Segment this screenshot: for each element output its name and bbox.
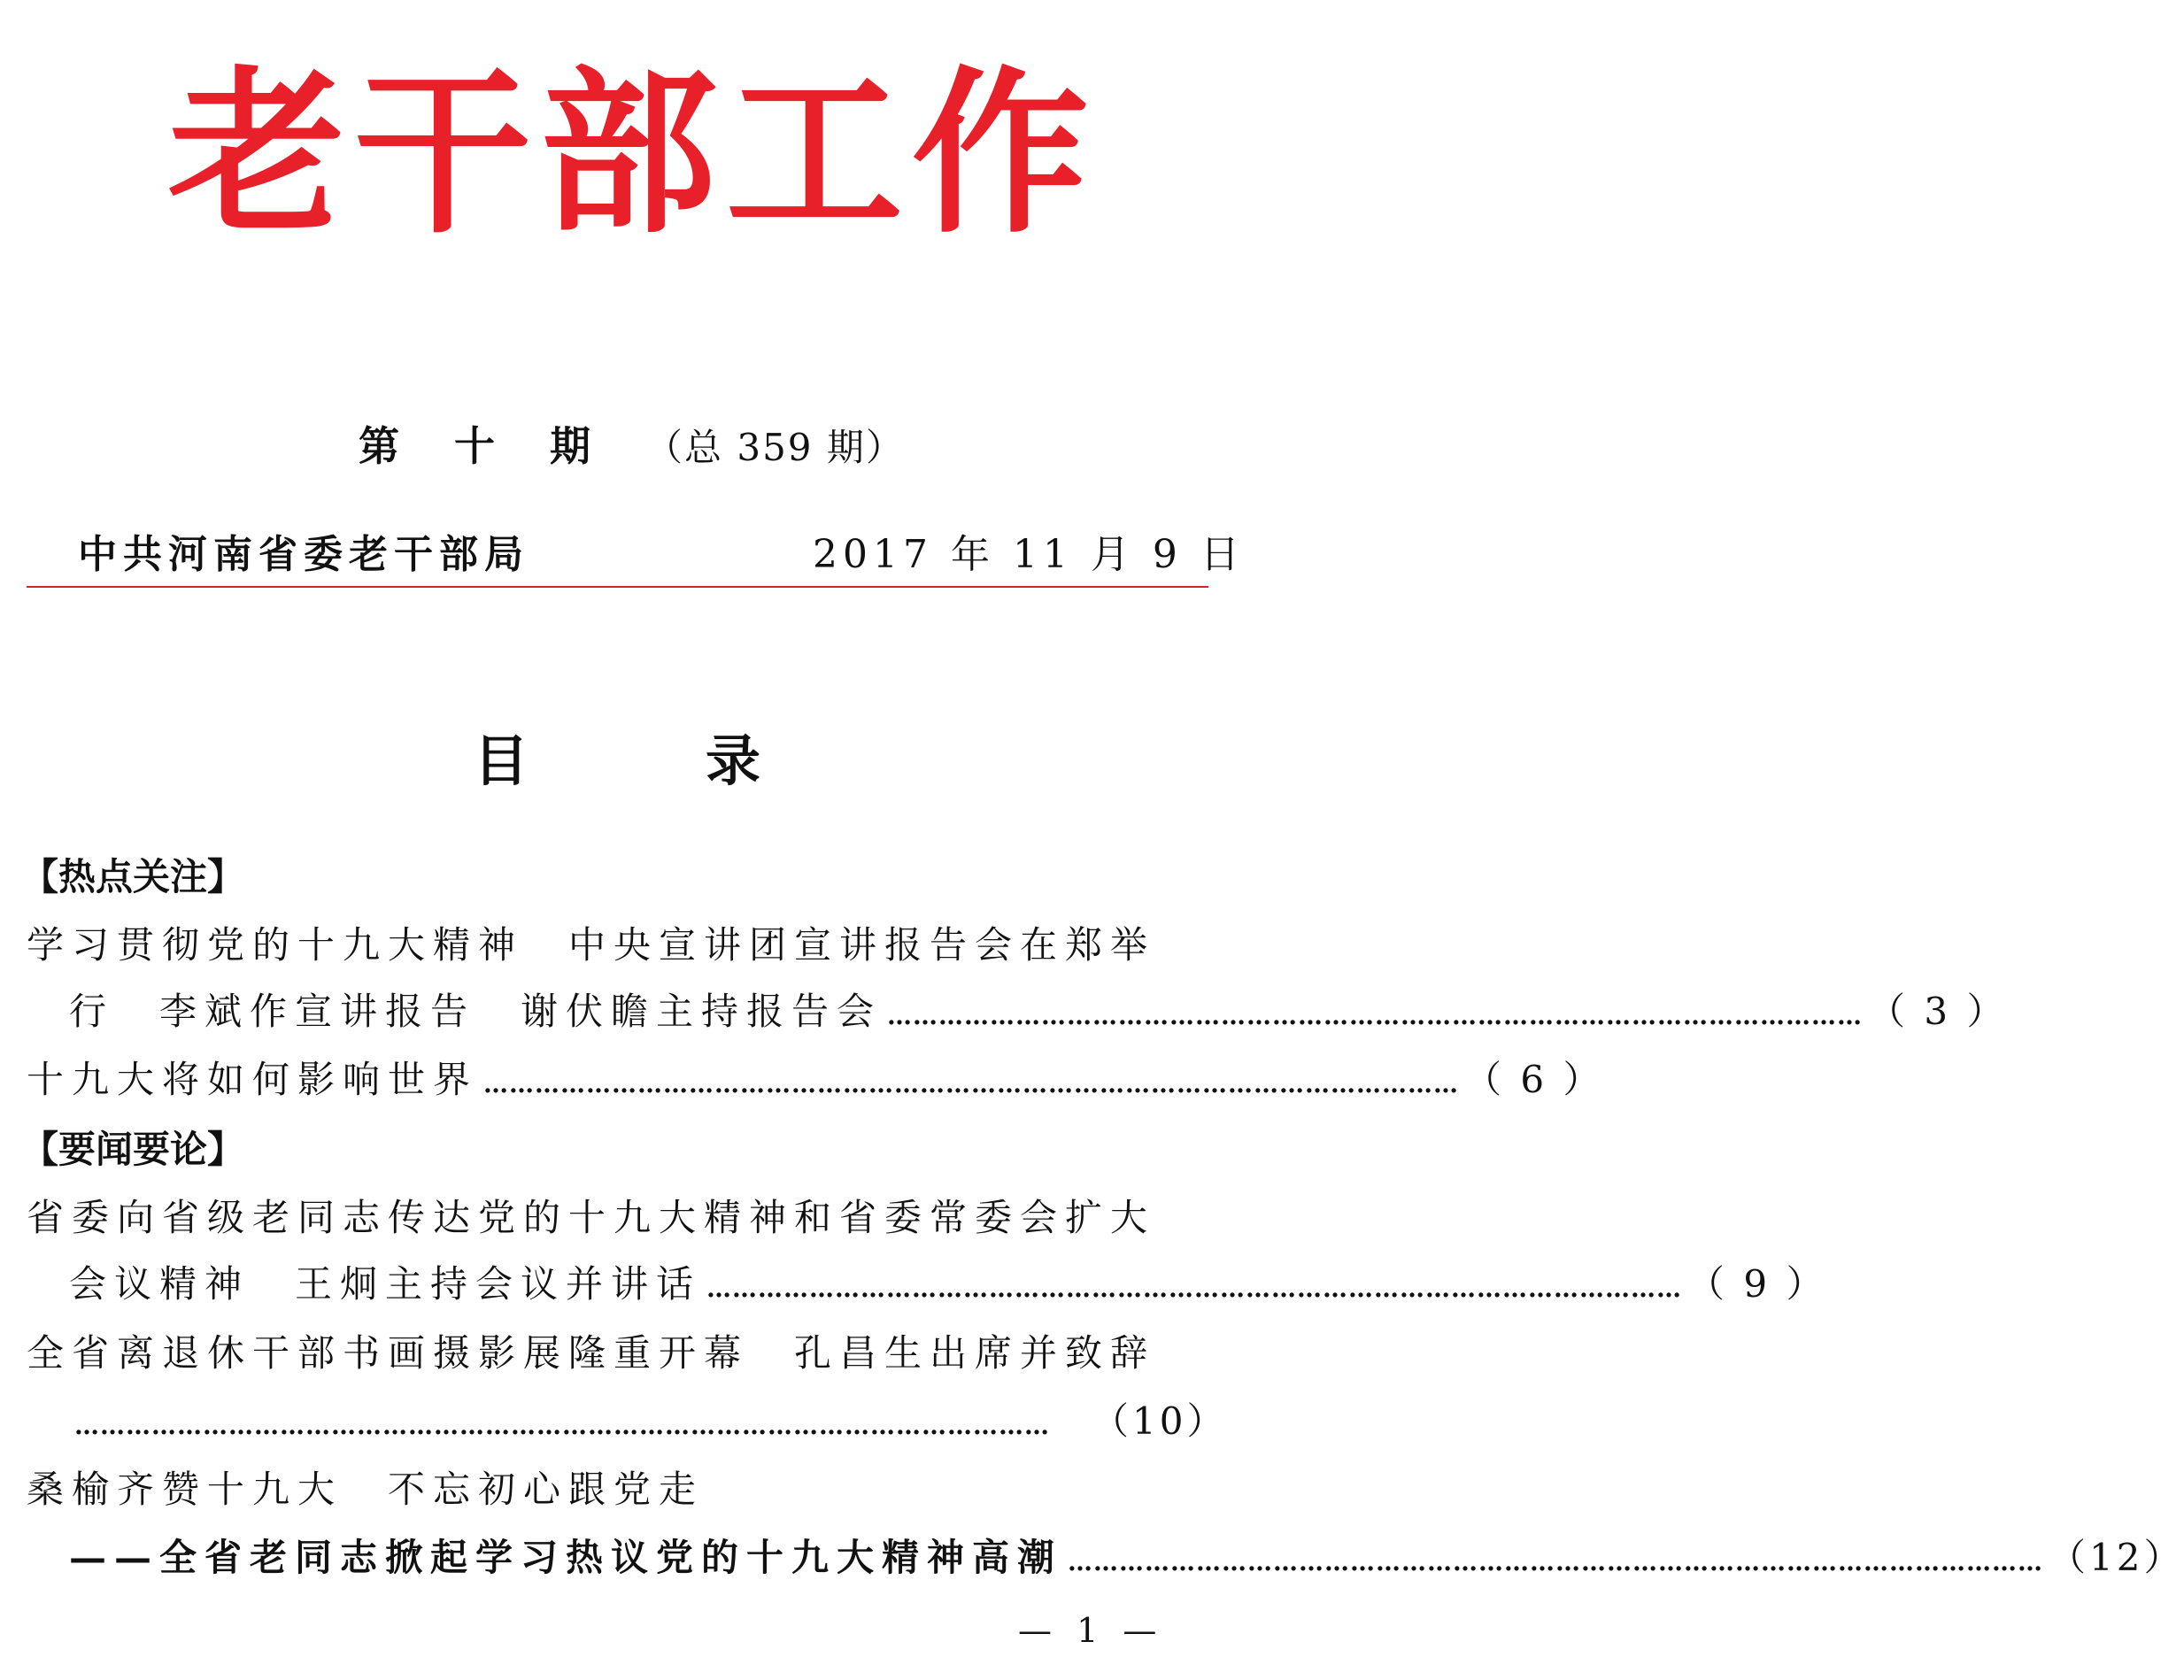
issue-number (359, 414, 905, 473)
masthead-title (168, 44, 1089, 266)
toc-entry-text: ——全省老同志掀起学习热议党的十九大精神高潮 (69, 1536, 1063, 1579)
toc-entry-text: 会议精神 王炯主持会议并讲话 (69, 1262, 702, 1306)
toc-entry-line: 省委向省级老同志传达党的十九大精神和省委常委会扩大 (27, 1196, 1156, 1239)
leader-dots: …………………………………………………………………………………………………… (74, 1411, 1050, 1440)
toc-page-number: （ 3 ） (1868, 990, 2008, 1033)
publish-date: 2017 年 11 月 9 日 (813, 532, 1245, 577)
masthead-char: 干 (353, 51, 531, 258)
masthead-char: 工 (725, 51, 903, 258)
leader-dots: …………………………………………………………………………………………………… (483, 1069, 1460, 1098)
issue-total: （总 359 期） (645, 426, 905, 469)
toc-entry (69, 1255, 1827, 1308)
section-heading: 【热点关注】 (21, 855, 245, 898)
publisher-org: 中共河南省委老干部局 (78, 532, 529, 577)
section-heading: 【要闻要论】 (21, 1128, 245, 1171)
toc-entry-line: 学习贯彻党的十九大精神 中央宣讲团宣讲报告会在郑举 (27, 923, 1156, 967)
masthead-char: 作 (911, 51, 1089, 258)
toc-entry (69, 1529, 2184, 1582)
toc-page-number: （12） (2049, 1536, 2184, 1579)
masthead-char: 老 (168, 51, 346, 258)
issue-main: 第十期 (359, 422, 645, 470)
leader-dots: …………………………………………………………………………………………………… (706, 1274, 1683, 1303)
toc-page-number: （10） (1092, 1399, 1228, 1443)
masthead-char: 部 (539, 51, 717, 258)
toc-entry-line: 桑榆齐赞十九大 不忘初心跟党走 (27, 1468, 705, 1511)
toc-entry (69, 1392, 1228, 1445)
toc-entry-text: 行 李斌作宣讲报告 谢伏瞻主持报告会 (69, 990, 883, 1033)
leader-dots: …………………………………………………………………………………………………… (887, 1001, 1864, 1030)
toc-entry (27, 1051, 1604, 1104)
toc-entry (69, 983, 2008, 1036)
toc-page-number: （ 9 ） (1687, 1262, 1827, 1306)
toc-page-number: （ 6 ） (1464, 1058, 1604, 1101)
toc-entry-text: 十九大将如何影响世界 (27, 1058, 479, 1101)
page-number: — 1 — (1018, 1611, 1164, 1650)
toc-entry-line: 全省离退休干部书画摄影展隆重开幕 孔昌生出席并致辞 (27, 1331, 1156, 1375)
toc-title: 目录 (474, 728, 938, 793)
leader-dots: …………………………………………………………………………………………………… (1068, 1547, 2044, 1576)
header-divider (27, 586, 1208, 588)
